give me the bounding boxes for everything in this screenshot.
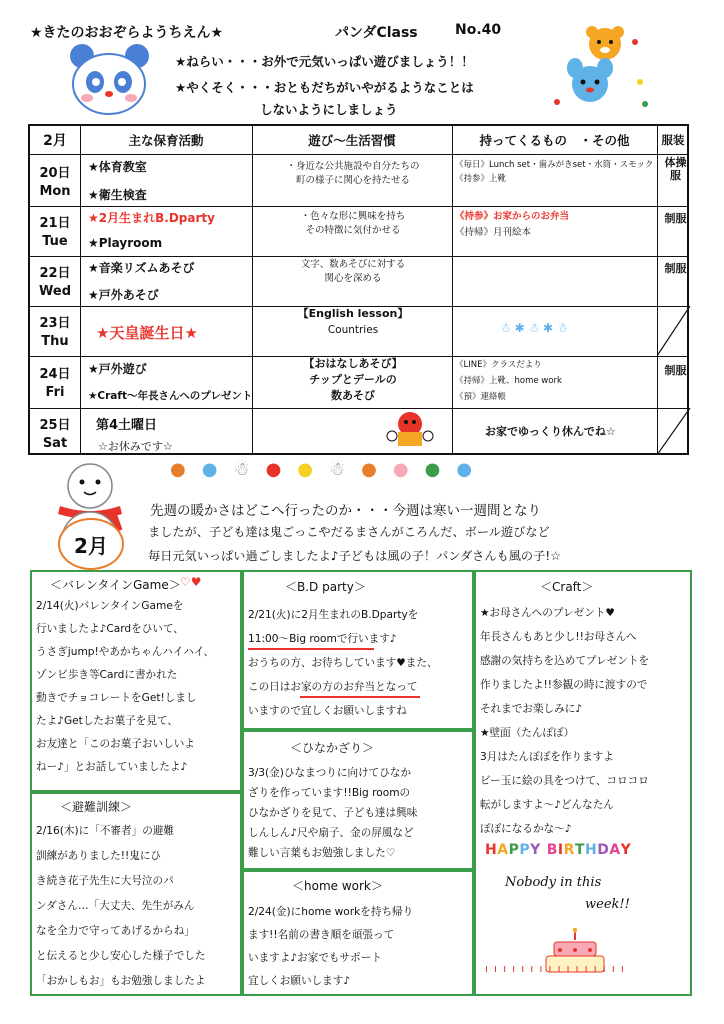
bdparty-line-3: おうちの方、お待ちしています♥また、	[248, 657, 438, 669]
bring-20-line-2: 《持参》上靴	[455, 174, 507, 184]
attire-21: 制服	[664, 212, 687, 225]
valentine-line-3: うさぎjump!やあかちゃんハイハイ、	[36, 646, 215, 658]
header-play: 遊び～生活習慣	[308, 133, 396, 148]
attire-20: 体操服	[664, 156, 687, 182]
valentine-line-6: たよ♪Getしたお菓子を見て、	[36, 715, 178, 727]
bring-24-line-1: 《LINE》クラスだより	[455, 360, 542, 370]
craft-line-8: ビー玉に絵の具をつけて、コロコロ	[480, 775, 649, 787]
play-24-line-3: 数あそび	[331, 389, 375, 402]
drill-line-3: き続き花子先生に大号泣のパ	[36, 875, 174, 887]
day-24-weekday: Fri	[45, 385, 65, 400]
craft-line-3: 感謝の気持ちを込めてプレゼントを	[480, 655, 650, 667]
homework-line-3: いますよ♪お家でもサポート	[248, 952, 382, 964]
play-24-line-1: 【おはなしあそび】	[303, 357, 403, 370]
bdparty-line-5: いますので宜しくお願いしますね	[248, 705, 407, 717]
activity-25-1: 第4土曜日	[96, 418, 158, 433]
issue-number: No.40	[455, 22, 502, 38]
activity-22-1: ★音楽リズムあそび	[88, 261, 195, 275]
school-name: ★きたのおおぞらようちえん★	[30, 25, 224, 41]
bring-24-line-2: 《持帰》上靴、home work	[455, 376, 562, 386]
craft-title: ＜Craft＞	[540, 580, 594, 594]
day-24-date: 24日	[39, 367, 71, 382]
bring-21-line-1: 《持参》お家からのお弁当	[455, 211, 570, 222]
header-bring: 持ってくるもの ・その他	[479, 133, 630, 148]
play-24-line-2: チップとデールの	[309, 373, 397, 386]
play-22-line-2: 関心を深める	[324, 273, 382, 284]
candle-row-icon: ıııııııııııııııı	[485, 962, 630, 975]
homework-line-1: 2/24(金)にhome workを持ち帰り	[248, 906, 414, 918]
valentine-line-8: ねー♪」とお話していましたよ♪	[36, 761, 188, 773]
craft-line-9: 転がしますよ～♪どんなたん	[480, 799, 614, 811]
animal-friends-icon	[545, 22, 660, 114]
banner-line-3: 毎日元気いっぱい過ごしましたよ♪子どもは風の子！パンダさんも風の子!☆	[148, 549, 562, 563]
homework-line-4: 宜しくお願いします♪	[248, 975, 351, 987]
hina-line-2: ざりを作っています!!Big roomの	[248, 787, 411, 799]
day-25-date: 25日	[39, 418, 71, 433]
attire-23-empty	[657, 306, 691, 356]
attire-24: 制服	[664, 364, 687, 377]
nobody-text-1: Nobody in this	[505, 875, 602, 890]
bring-24-line-3: 《預》連絡帳	[455, 392, 507, 402]
day-22-weekday: Wed	[39, 284, 71, 299]
activity-24-2: ★Craft～年長さんへのプレゼント	[88, 390, 253, 402]
day-21-date: 21日	[39, 216, 71, 231]
craft-line-7: 3月はたんぽぽを作りますよ	[480, 751, 614, 763]
banner-line-2: ましたが、子ども達は鬼ごっこやだるまさんがころんだ、ボール遊びなど	[148, 525, 550, 539]
day-23-date: 23日	[39, 316, 71, 331]
valentine-line-2: 行いましたよ♪Cardをひいて、	[36, 623, 184, 635]
schedule-table	[28, 124, 689, 455]
activity-24-1: ★戸外遊び	[88, 362, 147, 376]
bdparty-title: ＜B.D party＞	[285, 580, 366, 594]
craft-line-5: それまでお楽しみに♪	[480, 703, 583, 715]
attire-25-empty	[657, 408, 691, 455]
valentine-line-4: ゾンビ歩き等Cardに書かれた	[36, 669, 178, 681]
banner-month: 2月	[58, 518, 124, 570]
day-21-weekday: Tue	[42, 234, 68, 249]
header-activity: 主な保育活動	[128, 133, 204, 148]
craft-line-2: 年長さんもあと少し!!お母さんへ	[480, 631, 637, 643]
valentine-line-1: 2/14(火)バレンタインGameを	[36, 600, 184, 612]
craft-line-1: ★お母さんへのプレゼント♥	[480, 607, 615, 619]
activity-20-2: ★衛生検査	[88, 188, 147, 202]
snowman-deco-icon: ☃ ✱ ☃ ✱ ☃	[500, 321, 568, 335]
bdparty-line-1: 2/21(火)に2月生まれのB.Dpartyを	[248, 609, 419, 621]
homework-title: ＜home work＞	[292, 879, 383, 893]
craft-line-10: ぽぽになるかな～♪	[480, 823, 572, 835]
craft-line-6: ★壁面（たんぽぽ）	[480, 727, 575, 739]
play-21-line-2: その特徴に気付かせる	[305, 225, 401, 236]
activity-21-2: ★Playroom	[88, 236, 163, 250]
day-20-weekday: Mon	[39, 184, 71, 199]
play-23-line-1: 【English lesson】	[297, 307, 409, 320]
valentine-title: ＜バレンタインGame＞	[50, 578, 181, 592]
drill-line-4: ンダさん…「大丈夫、先生がみん	[36, 900, 195, 912]
day-25-weekday: Sat	[42, 436, 68, 451]
bdparty-underline-1	[248, 648, 374, 650]
bring-21-line-2: 《持帰》月刊絵本	[455, 227, 532, 238]
bring-20-line-1: 《毎日》Lunch set・歯みがきset・水筒・スモック	[455, 160, 654, 170]
banner-line-1: 先週の暖かさはどこへ行ったのか・・・今週は寒い一週間となり	[150, 503, 541, 519]
play-21-line-1: ・色々な形に興味を持ち	[300, 211, 406, 222]
hina-title: ＜ひなかざり＞	[290, 741, 375, 755]
bdparty-underline-2	[300, 696, 420, 698]
drill-line-5: なを全力で守ってあげるからね」	[36, 925, 195, 937]
attire-22: 制服	[664, 262, 687, 275]
drill-line-1: 2/16(木)に「不審者」の避難	[36, 825, 174, 837]
play-20-line-2: 町の様子に関心を持たせる	[295, 175, 410, 186]
craft-line-4: 作りましたよ!!参観の時に渡すので	[480, 679, 648, 691]
activity-20-1: ★体育教室	[88, 160, 147, 174]
bdparty-line-4: この日はお家の方のお弁当となって	[248, 681, 418, 693]
valentine-line-5: 動きでチョコレートをGet!しまし	[36, 692, 197, 704]
bring-25-text: お家でゆっくり休んでね☆	[485, 425, 616, 438]
table-month: 2月	[43, 133, 67, 149]
day-23-weekday: Thu	[41, 334, 69, 349]
class-name: パンダClass	[335, 25, 418, 41]
play-22-line-1: 文字、数あそびに対する	[300, 259, 406, 270]
heart-icon: ♡♥	[180, 575, 202, 589]
happy-birthday-title: HAPPY BIRTHDAY	[485, 842, 632, 858]
hina-line-5: 難しい言葉もお勉強しました♡	[248, 847, 396, 859]
activity-22-2: ★戸外あそび	[88, 288, 159, 302]
play-20-line-1: ・身近な公共施設や自分たちの	[286, 161, 420, 172]
day-20-date: 20日	[39, 166, 71, 181]
animal-parade-icon: ●●☃●●☃●●●●	[170, 459, 489, 480]
aim-text: ★ねらい・・・お外で元気いっぱい遊びましょう！！	[175, 54, 474, 69]
promise-text-2: しないようにしましょう	[260, 102, 398, 117]
activity-23-1: ★天皇誕生日★	[96, 324, 198, 342]
drill-title: ＜避難訓練＞	[60, 800, 133, 814]
drill-line-2: 訓練がありました!!鬼にひ	[36, 850, 162, 862]
activity-25-2: ☆お休みです☆	[98, 440, 173, 453]
drill-line-7: 「おかしもお」もお勉強しましたよ	[36, 975, 206, 987]
hina-line-3: ひなかざりを見て、子ども達は興味	[248, 807, 418, 819]
drill-line-6: と伝えると少し安心した様子でした	[36, 950, 206, 962]
valentine-line-7: お友達と「このお菓子おいしいよ	[36, 738, 195, 750]
hina-line-1: 3/3(金)ひなまつりに向けてひなか	[248, 767, 412, 779]
promise-text-1: ★やくそく・・・おともだちがいやがるようなことは	[175, 80, 474, 95]
header-attire: 服装	[661, 133, 685, 147]
nobody-text-2: week!!	[585, 897, 630, 912]
bdparty-line-2: 11:00～Big roomで行います♪	[248, 633, 397, 645]
panda-icon	[62, 38, 157, 118]
hina-line-4: しんしん♪尺や扇子、金の屏風など	[248, 827, 414, 839]
activity-21-1: ★2月生まれB.Dparty	[88, 211, 215, 225]
homework-line-2: ます!!名前の書き順を頑張って	[248, 929, 395, 941]
chip-and-dale-icon	[380, 402, 440, 452]
play-23-line-2: Countries	[327, 324, 379, 336]
day-22-date: 22日	[39, 266, 71, 281]
